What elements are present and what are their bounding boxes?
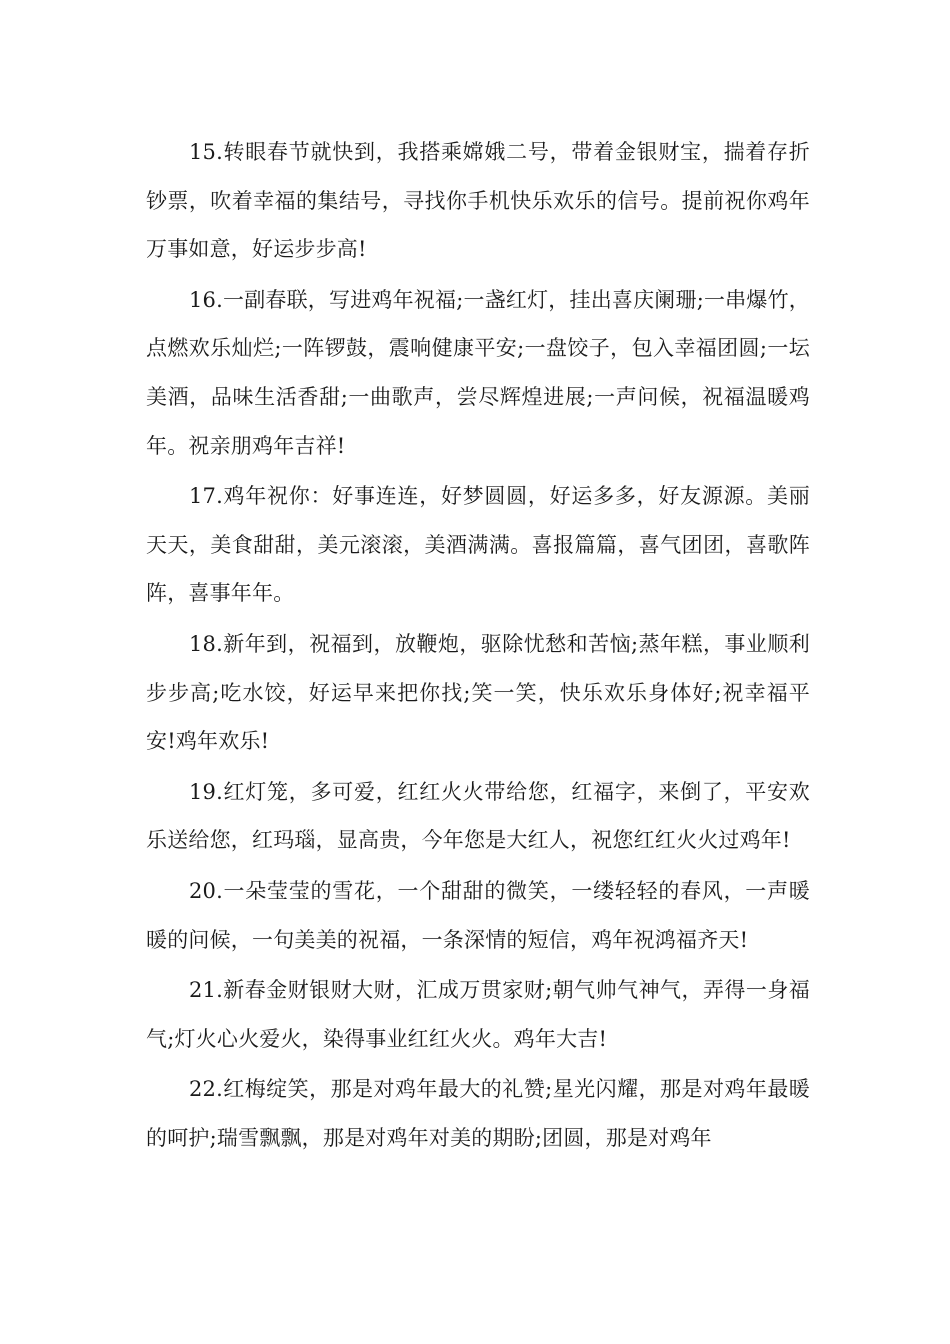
paragraph-15: 15.转眼春节就快到，我搭乘嫦娥二号，带着金银财宝，揣着存折钞票，吹着幸福的集结号，寻找你手机快乐欢乐的信号。提前祝你鸡年万事如意，好运步步高! (146, 140, 810, 262)
paragraph-22: 22.红梅绽笑，那是对鸡年最大的礼赞;星光闪耀，那是对鸡年最暖的呵护;瑞雪飘飘，那是对鸡年对美的期盼;团圆，那是对鸡年 (146, 1077, 810, 1150)
paragraph-16: 16.一副春联，写进鸡年祝福;一盏红灯，挂出喜庆阑珊;一串爆竹，点燃欢乐灿烂;一阵锣鼓，震响健康平安;一盘饺子，包入幸福团圆;一坛美酒，品味生活香甜;一曲歌声，尝尽辉煌进展;一声问候，祝福温暖鸡年。祝亲朋鸡年吉祥! (146, 287, 810, 458)
paragraph-17: 17.鸡年祝你：好事连连，好梦圆圆，好运多多，好友源源。美丽天天，美食甜甜，美元滚滚，美酒满满。喜报篇篇，喜气团团，喜歌阵阵，喜事年年。 (146, 484, 810, 606)
document-page (146, 128, 810, 1162)
paragraph-18: 18.新年到，祝福到，放鞭炮，驱除忧愁和苦恼;蒸年糕，事业顺利步步高;吃水饺，好运早来把你找;笑一笑，快乐欢乐身体好;祝幸福平安!鸡年欢乐! (146, 631, 810, 754)
paragraph-21: 21.新春金财银财大财，汇成万贯家财;朝气帅气神气，弄得一身福气;灯火心火爱火，染得事业红红火火。鸡年大吉! (146, 978, 810, 1051)
paragraph-20: 20.一朵莹莹的雪花，一个甜甜的微笑，一缕轻轻的春风，一声暖暖的问候，一句美美的祝福，一条深情的短信，鸡年祝鸿福齐天! (146, 878, 810, 952)
paragraph-19: 19.红灯笼，多可爱，红红火火带给您，红福字，来倒了，平安欢乐送给您，红玛瑙，显高贵，今年您是大红人，祝您红红火火过鸡年! (146, 779, 810, 853)
